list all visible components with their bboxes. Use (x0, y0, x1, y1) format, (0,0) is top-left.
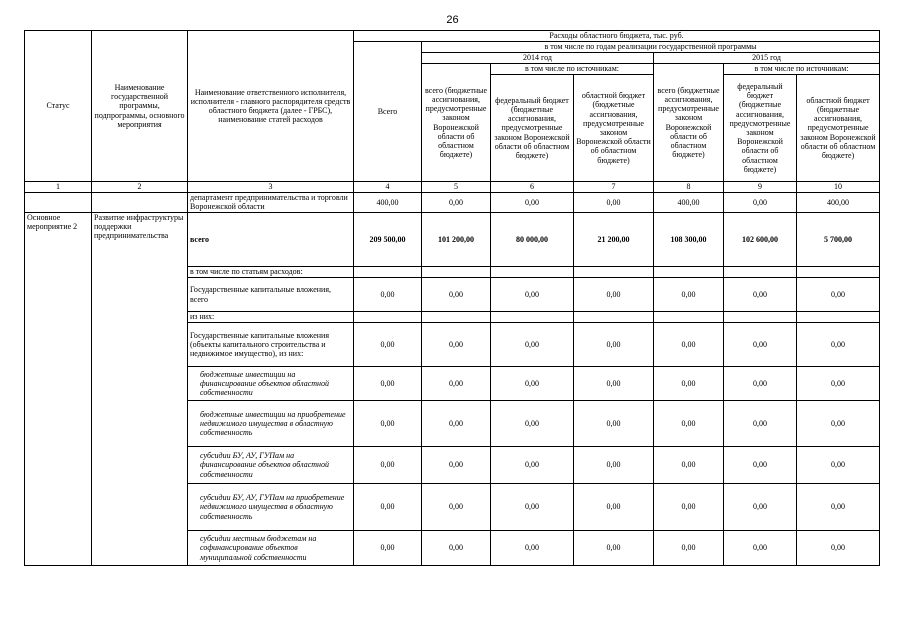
value-cell: 400,00 (797, 193, 880, 213)
value-cell: 0,00 (491, 531, 574, 566)
value-cell: 0,00 (422, 278, 491, 312)
col-num: 4 (354, 182, 422, 193)
value-cell: 0,00 (422, 447, 491, 484)
value-cell: 0,00 (491, 193, 574, 213)
value-cell: 0,00 (797, 484, 880, 531)
column-numbers-row (25, 182, 880, 193)
value-cell: 0,00 (422, 484, 491, 531)
value-cell: 0,00 (574, 367, 654, 401)
table-row (25, 193, 880, 213)
header-all-funds-2014: всего (бюджетные ассигнования, предусмотренные законом Воронежской области об областном бюджете) (422, 64, 491, 182)
measure-status: Основное мероприятие 2 (25, 213, 92, 566)
value-cell: 0,00 (491, 447, 574, 484)
value-cell: 0,00 (797, 531, 880, 566)
col-num: 7 (574, 182, 654, 193)
row-label: субсидии БУ, АУ, ГУПам на финансирование объектов областной собственности (188, 447, 354, 484)
value-cell: 0,00 (491, 367, 574, 401)
value-cell: 0,00 (654, 531, 724, 566)
value-cell: 400,00 (654, 193, 724, 213)
col-num: 6 (491, 182, 574, 193)
row-label: субсидии местным бюджетам на софинансирование объектов муниципальной собственности (188, 531, 354, 566)
value-cell: 0,00 (354, 401, 422, 447)
header-year-2014: 2014 год (422, 53, 654, 64)
department-name: департамент предпринимательства и торговли Воронежской области (188, 193, 354, 213)
value-cell: 21 200,00 (574, 213, 654, 267)
value-cell: 0,00 (724, 484, 797, 531)
budget-table (24, 30, 880, 566)
row-label: бюджетные инвестиции на финансирование объектов областной собственности (188, 367, 354, 401)
value-cell: 0,00 (654, 323, 724, 367)
col-num: 10 (797, 182, 880, 193)
value-cell: 0,00 (654, 484, 724, 531)
row-label: всего (188, 213, 354, 267)
value-cell: 0,00 (724, 367, 797, 401)
value-cell: 0,00 (491, 484, 574, 531)
value-cell: 0,00 (422, 401, 491, 447)
header-federal-2015: федеральный бюджет (бюджетные ассигнования, предусмотренные законом Воронежской области об областном бюджете) (724, 75, 797, 182)
value-cell: 0,00 (354, 323, 422, 367)
value-cell: 101 200,00 (422, 213, 491, 267)
value-cell: 0,00 (422, 531, 491, 566)
header-expenses-title: Расходы областного бюджета, тыс. руб. (354, 31, 880, 42)
value-cell: 0,00 (724, 531, 797, 566)
value-cell: 0,00 (797, 447, 880, 484)
value-cell: 0,00 (797, 278, 880, 312)
value-cell: 0,00 (724, 401, 797, 447)
row-label: Государственные капитальные вложения, всего (188, 278, 354, 312)
value-cell: 209 500,00 (354, 213, 422, 267)
header-executor: Наименование ответственного исполнителя, исполнителя - главного распорядителя средств областного бюджета (далее - ГРБС), наименование статей расходов (188, 31, 354, 182)
value-cell: 0,00 (574, 278, 654, 312)
value-cell: 0,00 (574, 484, 654, 531)
value-cell: 0,00 (574, 447, 654, 484)
value-cell: 0,00 (797, 323, 880, 367)
value-cell: 0,00 (422, 193, 491, 213)
table-row (25, 213, 880, 267)
col-num: 3 (188, 182, 354, 193)
value-cell: 0,00 (574, 193, 654, 213)
value-cell: 0,00 (724, 278, 797, 312)
header-all-funds-2015: всего (бюджетные ассигнования, предусмотренные законом Воронежской области об областном бюджете) (654, 64, 724, 182)
value-cell: 0,00 (354, 484, 422, 531)
value-cell: 0,00 (354, 531, 422, 566)
row-label: в том числе по статьям расходов: (188, 267, 354, 278)
header-year-2015: 2015 год (654, 53, 880, 64)
value-cell: 400,00 (354, 193, 422, 213)
value-cell: 0,00 (654, 367, 724, 401)
col-num: 9 (724, 182, 797, 193)
value-cell: 108 300,00 (654, 213, 724, 267)
value-cell: 0,00 (491, 278, 574, 312)
value-cell: 0,00 (797, 367, 880, 401)
value-cell: 0,00 (422, 367, 491, 401)
value-cell: 0,00 (654, 447, 724, 484)
header-regional-2015: областной бюджет (бюджетные ассигнования, предусмотренные законом Воронежской области об областном бюджете) (797, 75, 880, 182)
header-by-sources-2015: в том числе по источникам: (724, 64, 880, 75)
value-cell: 0,00 (797, 401, 880, 447)
col-num: 1 (25, 182, 92, 193)
row-label: бюджетные инвестиции на приобретение недвижимого имущества в областную собственность (188, 401, 354, 447)
header-by-sources-2014: в том числе по источникам: (491, 64, 654, 75)
value-cell: 0,00 (422, 323, 491, 367)
value-cell: 0,00 (654, 401, 724, 447)
header-regional-2014: областной бюджет (бюджетные ассигнования, предусмотренные законом Воронежской области об областном бюджете) (574, 75, 654, 182)
value-cell: 102 600,00 (724, 213, 797, 267)
page-number: 26 (446, 14, 459, 26)
value-cell: 0,00 (354, 278, 422, 312)
value-cell: 0,00 (354, 367, 422, 401)
header-federal-2014: федеральный бюджет (бюджетные ассигнования, предусмотренные законом Воронежской области об областном бюджете) (491, 75, 574, 182)
row-label: из них: (188, 312, 354, 323)
header-total: Всего (354, 42, 422, 182)
value-cell: 0,00 (654, 278, 724, 312)
value-cell: 5 700,00 (797, 213, 880, 267)
header-program-name: Наименование государственной программы, подпрограммы, основного мероприятия (92, 31, 188, 182)
value-cell: 0,00 (574, 401, 654, 447)
measure-name: Развитие инфраструктуры поддержки предпринимательства (92, 213, 188, 566)
col-num: 8 (654, 182, 724, 193)
value-cell: 80 000,00 (491, 213, 574, 267)
value-cell: 0,00 (491, 323, 574, 367)
header-status: Статус (25, 31, 92, 182)
value-cell: 0,00 (724, 323, 797, 367)
value-cell: 0,00 (574, 531, 654, 566)
value-cell: 0,00 (354, 447, 422, 484)
value-cell: 0,00 (574, 323, 654, 367)
col-num: 5 (422, 182, 491, 193)
value-cell: 0,00 (724, 193, 797, 213)
value-cell: 0,00 (724, 447, 797, 484)
row-label: субсидии БУ, АУ, ГУПам на приобретение недвижимого имущества в областную собственность (188, 484, 354, 531)
row-label: Государственные капитальные вложения (объекты капитального строительства и недвижимое имущество), из них: (188, 323, 354, 367)
col-num: 2 (92, 182, 188, 193)
header-by-years: в том числе по годам реализации государственной программы (422, 42, 880, 53)
value-cell: 0,00 (491, 401, 574, 447)
